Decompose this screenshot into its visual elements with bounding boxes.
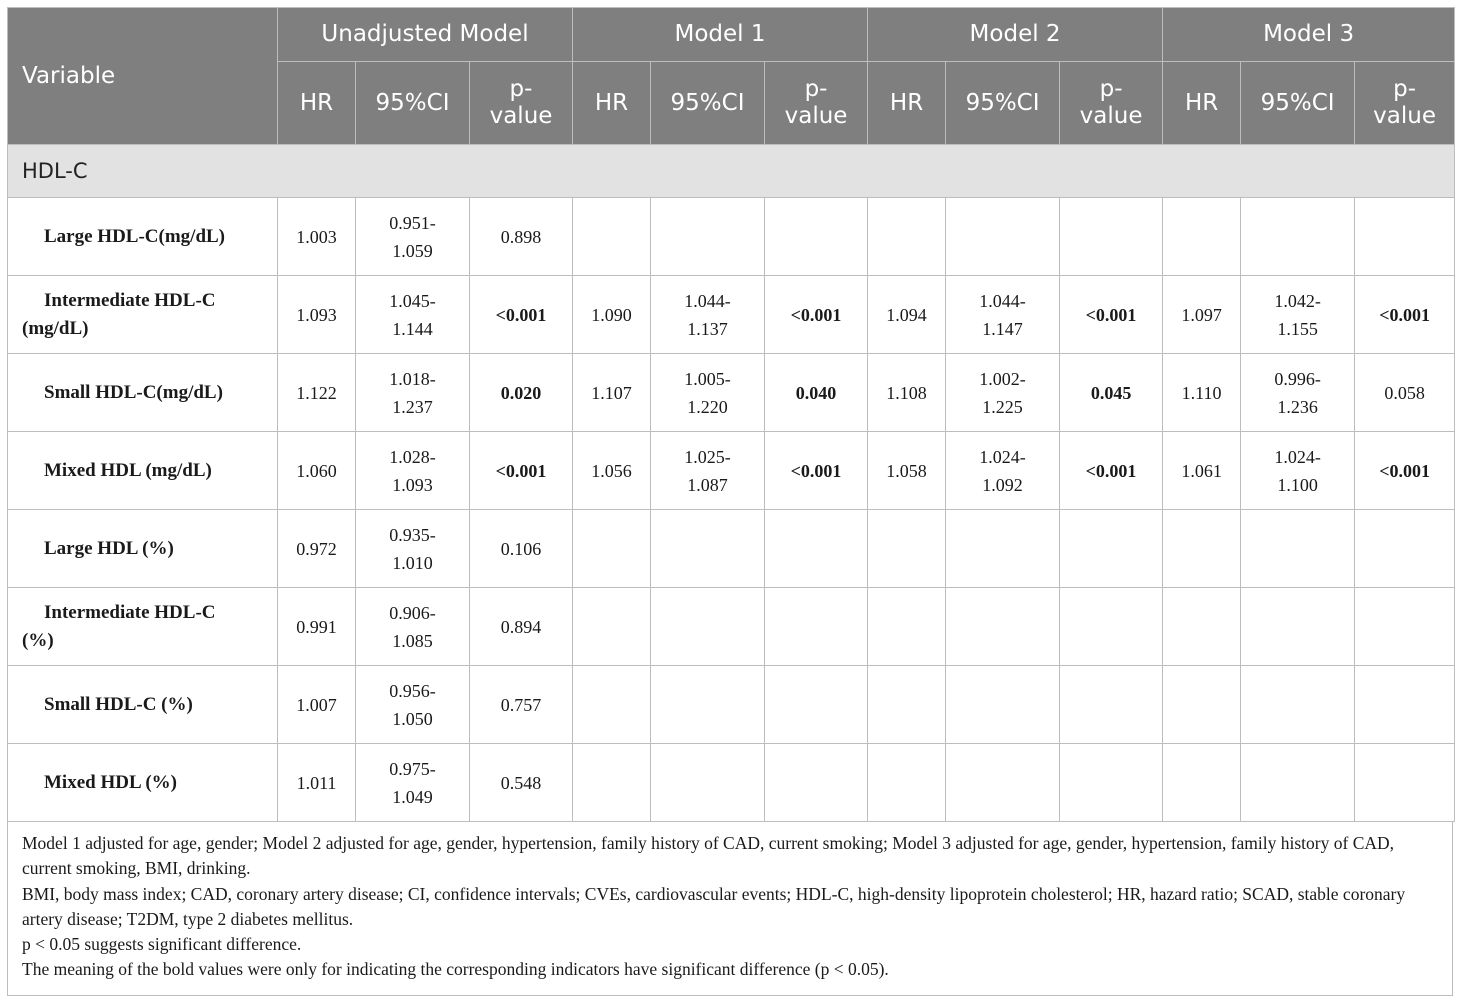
ci-cell: [651, 510, 765, 588]
p-value-cell: [1355, 666, 1455, 744]
table-row: [8, 354, 1455, 432]
hr-header: HR: [278, 62, 356, 145]
hr-cell: 1.056: [573, 432, 651, 510]
ci-cell: 1.024- 1.100: [1241, 432, 1355, 510]
hr-cell: [868, 588, 946, 666]
ci-cell: [651, 666, 765, 744]
row-label: Intermediate HDL-C (%): [8, 588, 278, 666]
hr-cell: 1.110: [1163, 354, 1241, 432]
p-value-cell: <0.001: [470, 276, 573, 354]
ci-cell: [946, 198, 1060, 276]
table-footnotes: [7, 822, 1453, 996]
hr-cell: [573, 588, 651, 666]
p-value-cell: [1355, 510, 1455, 588]
row-label: Small HDL-C(mg/dL): [8, 354, 278, 432]
ci-cell: 0.935- 1.010: [356, 510, 470, 588]
ci-cell: [1241, 666, 1355, 744]
hr-cell: 1.060: [278, 432, 356, 510]
row-label: Mixed HDL (mg/dL): [8, 432, 278, 510]
p-value-cell: [765, 666, 868, 744]
table-body: [8, 198, 1455, 822]
p-value-cell: [765, 744, 868, 822]
hr-cell: 1.003: [278, 198, 356, 276]
ci-header: 95%CI: [651, 62, 765, 145]
ci-cell: 1.025- 1.087: [651, 432, 765, 510]
table-header: [8, 8, 1455, 145]
p-value-cell: <0.001: [1060, 276, 1163, 354]
table-row: [8, 744, 1455, 822]
p-value-cell: [1060, 744, 1163, 822]
hr-cell: [1163, 744, 1241, 822]
table-row: [8, 510, 1455, 588]
p-value-cell: [1355, 198, 1455, 276]
hr-cell: 1.090: [573, 276, 651, 354]
footnote: BMI, body mass index; CAD, coronary artery disease; CI, confidence intervals; CVEs, cardiovascular events; HDL-C, high-density lipoprotein cholesterol; HR, hazard ratio; SCAD, stable coronary artery disease; T2DM, type 2 diabetes mellitus.: [22, 883, 1406, 929]
p-value-cell: [1060, 198, 1163, 276]
p-value-cell: <0.001: [765, 432, 868, 510]
table-row: [8, 198, 1455, 276]
p-value-cell: [1355, 588, 1455, 666]
group-header-model-3: Model 3: [1163, 8, 1455, 62]
p-value-cell: [765, 510, 868, 588]
hr-cell: [868, 666, 946, 744]
ci-header: 95%CI: [356, 62, 470, 145]
ci-cell: 1.002- 1.225: [946, 354, 1060, 432]
hr-cell: [573, 744, 651, 822]
ci-cell: 0.996- 1.236: [1241, 354, 1355, 432]
p-value-cell: <0.001: [470, 432, 573, 510]
hr-header: HR: [1163, 62, 1241, 145]
row-label: Mixed HDL (%): [8, 744, 278, 822]
hr-cell: 1.061: [1163, 432, 1241, 510]
ci-cell: 0.906- 1.085: [356, 588, 470, 666]
p-value-cell: 0.757: [470, 666, 573, 744]
ci-cell: [1241, 198, 1355, 276]
p-value-cell: <0.001: [1060, 432, 1163, 510]
ci-header: 95%CI: [946, 62, 1060, 145]
p-value-cell: [1060, 588, 1163, 666]
hr-cell: 1.097: [1163, 276, 1241, 354]
p-value-cell: <0.001: [765, 276, 868, 354]
p-value-cell: 0.898: [470, 198, 573, 276]
footnote: The meaning of the bold values were only for indicating the corresponding indicators have significant difference (p < 0.05).: [22, 959, 889, 980]
row-label: Intermediate HDL-C (mg/dL): [8, 276, 278, 354]
hr-cell: 1.011: [278, 744, 356, 822]
footnote: p < 0.05 suggests significant difference.: [22, 934, 302, 955]
ci-cell: 1.044- 1.137: [651, 276, 765, 354]
table-row: [8, 432, 1455, 510]
ci-cell: [1241, 744, 1355, 822]
p-value-cell: 0.020: [470, 354, 573, 432]
hr-cell: 1.107: [573, 354, 651, 432]
p-value-header: p- value: [1060, 62, 1163, 145]
ci-cell: [1241, 510, 1355, 588]
ci-cell: [946, 588, 1060, 666]
group-header-unadjusted: Unadjusted Model: [278, 8, 573, 62]
p-value-cell: [1060, 666, 1163, 744]
p-value-header: p- value: [1355, 62, 1455, 145]
hr-cell: 1.093: [278, 276, 356, 354]
table-row: [8, 666, 1455, 744]
p-value-cell: [765, 588, 868, 666]
hr-cell: 1.108: [868, 354, 946, 432]
table-row: [8, 276, 1455, 354]
footnote: Model 1 adjusted for age, gender; Model 2 adjusted for age, gender, hypertension, family history of CAD, current smoking; Model 3 adjusted for age, gender, hypertension, family history of CAD, current smoking, BMI, drinking.: [22, 833, 1395, 879]
ci-header: 95%CI: [1241, 62, 1355, 145]
ci-cell: 1.044- 1.147: [946, 276, 1060, 354]
hr-cell: 1.094: [868, 276, 946, 354]
ci-cell: 1.005- 1.220: [651, 354, 765, 432]
p-value-cell: 0.045: [1060, 354, 1163, 432]
hr-cell: 0.991: [278, 588, 356, 666]
p-value-cell: [765, 198, 868, 276]
hr-cell: 1.122: [278, 354, 356, 432]
hr-cell: [573, 666, 651, 744]
ci-cell: 1.042- 1.155: [1241, 276, 1355, 354]
row-label: Large HDL-C(mg/dL): [8, 198, 278, 276]
ci-cell: [946, 510, 1060, 588]
ci-cell: 0.956- 1.050: [356, 666, 470, 744]
ci-cell: 0.975- 1.049: [356, 744, 470, 822]
group-header-model-1: Model 1: [573, 8, 868, 62]
ci-cell: [651, 588, 765, 666]
p-value-cell: <0.001: [1355, 276, 1455, 354]
p-value-cell: [1355, 744, 1455, 822]
ci-cell: 0.951- 1.059: [356, 198, 470, 276]
ci-cell: [651, 744, 765, 822]
ci-cell: [1241, 588, 1355, 666]
variable-header: Variable: [8, 8, 278, 145]
hr-cell: [868, 510, 946, 588]
hr-cell: [1163, 510, 1241, 588]
ci-cell: [946, 744, 1060, 822]
group-header-model-2: Model 2: [868, 8, 1163, 62]
hr-cell: 1.007: [278, 666, 356, 744]
hr-cell: [1163, 588, 1241, 666]
table-row: [8, 588, 1455, 666]
p-value-cell: <0.001: [1355, 432, 1455, 510]
p-value-cell: 0.894: [470, 588, 573, 666]
hr-cell: [573, 198, 651, 276]
p-value-header: p- value: [765, 62, 868, 145]
row-label: Small HDL-C (%): [8, 666, 278, 744]
p-value-cell: 0.040: [765, 354, 868, 432]
hr-cell: [1163, 666, 1241, 744]
section-label: HDL-C: [8, 145, 1455, 198]
row-label: Large HDL (%): [8, 510, 278, 588]
ci-cell: [651, 198, 765, 276]
hr-cell: [868, 198, 946, 276]
hr-cell: 1.058: [868, 432, 946, 510]
hr-cell: [573, 510, 651, 588]
p-value-cell: 0.106: [470, 510, 573, 588]
p-value-cell: 0.548: [470, 744, 573, 822]
ci-cell: 1.028- 1.093: [356, 432, 470, 510]
section-group: [8, 145, 1455, 198]
p-value-header: p- value: [470, 62, 573, 145]
hr-cell: [1163, 198, 1241, 276]
ci-cell: 1.018- 1.237: [356, 354, 470, 432]
table-container: [7, 7, 1453, 996]
hr-cell: [868, 744, 946, 822]
hr-header: HR: [868, 62, 946, 145]
ci-cell: [946, 666, 1060, 744]
hr-header: HR: [573, 62, 651, 145]
p-value-cell: [1060, 510, 1163, 588]
ci-cell: 1.045- 1.144: [356, 276, 470, 354]
results-table: [7, 7, 1455, 822]
hr-cell: 0.972: [278, 510, 356, 588]
ci-cell: 1.024- 1.092: [946, 432, 1060, 510]
p-value-cell: 0.058: [1355, 354, 1455, 432]
